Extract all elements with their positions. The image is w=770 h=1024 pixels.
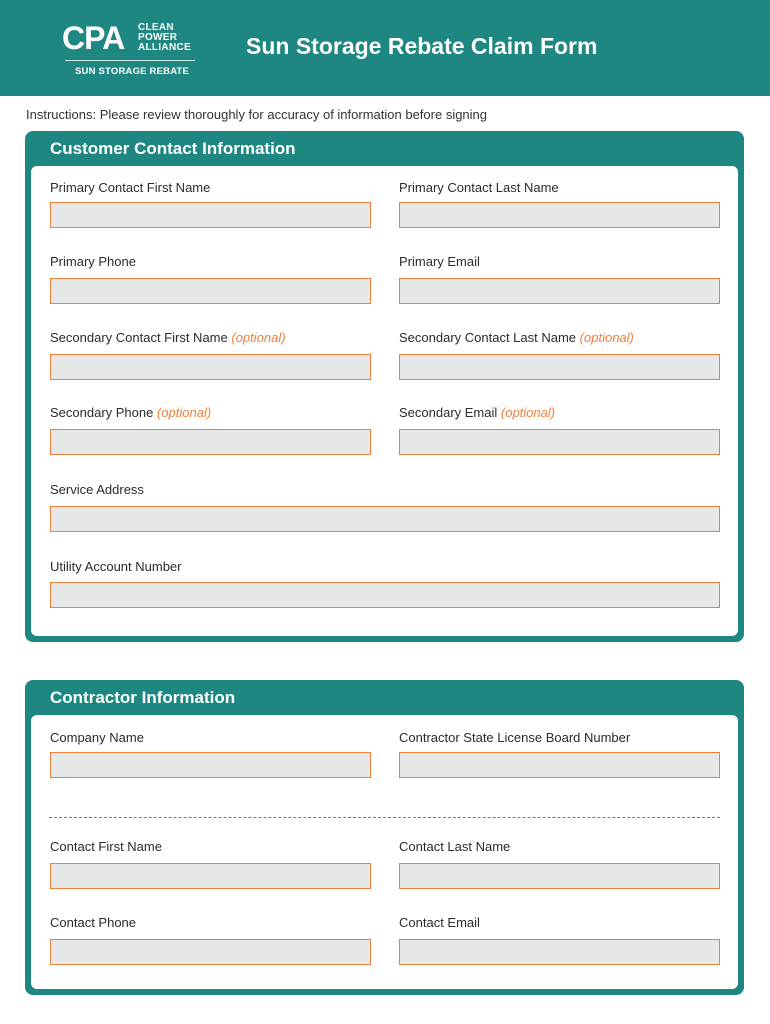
page-header [0,0,770,96]
secondary-last-name-input[interactable] [400,355,719,379]
service-address-label: Service Address [50,482,144,497]
secondary-email-label [399,405,555,420]
secondary-first-name-field[interactable] [50,354,371,380]
secondary-last-name-label-text: Secondary Contact Last Name [399,330,577,345]
company-name-input[interactable] [51,753,370,777]
secondary-first-name-label [50,330,286,345]
secondary-email-field[interactable] [399,429,720,455]
license-number-input[interactable] [400,753,719,777]
optional-tag: (optional) [579,330,634,345]
contact-first-name-input[interactable] [51,864,370,888]
optional-tag: (optional) [500,405,556,420]
secondary-phone-input[interactable] [51,430,370,454]
contact-phone-input[interactable] [51,940,370,964]
service-address-field[interactable] [50,506,720,532]
contact-email-input[interactable] [400,940,719,964]
secondary-phone-field[interactable] [50,429,371,455]
service-address-input[interactable] [51,507,719,531]
logo-line-alliance: ALLIANCE [138,42,191,53]
contact-first-name-label: Contact First Name [50,839,162,854]
primary-first-name-input[interactable] [51,203,370,227]
utility-account-input[interactable] [51,583,719,607]
contact-email-label: Contact Email [399,915,480,930]
utility-account-label: Utility Account Number [50,559,182,574]
contact-first-name-field[interactable] [50,863,371,889]
secondary-phone-label-text: Secondary Phone [50,405,154,420]
secondary-last-name-label [399,330,634,345]
secondary-first-name-input[interactable] [51,355,370,379]
contact-last-name-label: Contact Last Name [399,839,511,854]
primary-last-name-label: Primary Contact Last Name [399,180,559,195]
primary-phone-field[interactable] [50,278,371,304]
company-name-field[interactable] [50,752,371,778]
license-number-label: Contractor State License Board Number [399,730,631,745]
optional-tag: (optional) [156,405,212,420]
secondary-first-name-label-text: Secondary Contact First Name [50,330,228,345]
primary-first-name-label: Primary Contact First Name [50,180,211,195]
secondary-last-name-field[interactable] [399,354,720,380]
section-title-customer: Customer Contact Information [50,139,296,158]
cpa-logo [62,20,202,80]
section-title-contractor: Contractor Information [50,688,236,707]
primary-phone-input[interactable] [51,279,370,303]
logo-cpa-text: CPA [62,20,125,56]
primary-first-name-field[interactable] [50,202,371,228]
primary-email-field[interactable] [399,278,720,304]
utility-account-field[interactable] [50,582,720,608]
contractor-body [31,715,738,989]
secondary-email-input[interactable] [400,430,719,454]
customer-contact-section [25,131,744,642]
page-title: Sun Storage Rebate Claim Form [246,33,598,59]
company-name-label: Company Name [50,730,144,745]
contact-phone-field[interactable] [50,939,371,965]
logo-line-power: POWER [138,32,178,43]
contact-email-field[interactable] [399,939,720,965]
optional-tag: (optional) [231,330,286,345]
contractor-section [25,680,744,995]
section-divider [49,817,720,818]
license-number-field[interactable] [399,752,720,778]
customer-contact-body [31,166,738,636]
primary-phone-label: Primary Phone [50,254,136,269]
logo-divider [65,60,195,61]
primary-email-input[interactable] [400,279,719,303]
primary-last-name-input[interactable] [400,203,719,227]
primary-last-name-field[interactable] [399,202,720,228]
instructions-text: Instructions: Please review thoroughly for accuracy of information before signing [26,107,488,122]
contact-phone-label: Contact Phone [50,915,137,930]
logo-line-clean: CLEAN [138,22,174,33]
secondary-email-label-text: Secondary Email [399,405,498,420]
contact-last-name-input[interactable] [400,864,719,888]
logo-subtitle: SUN STORAGE REBATE [75,66,190,77]
contact-last-name-field[interactable] [399,863,720,889]
primary-email-label: Primary Email [399,254,480,269]
logo-wordmark [138,23,191,53]
secondary-phone-label [50,405,211,420]
